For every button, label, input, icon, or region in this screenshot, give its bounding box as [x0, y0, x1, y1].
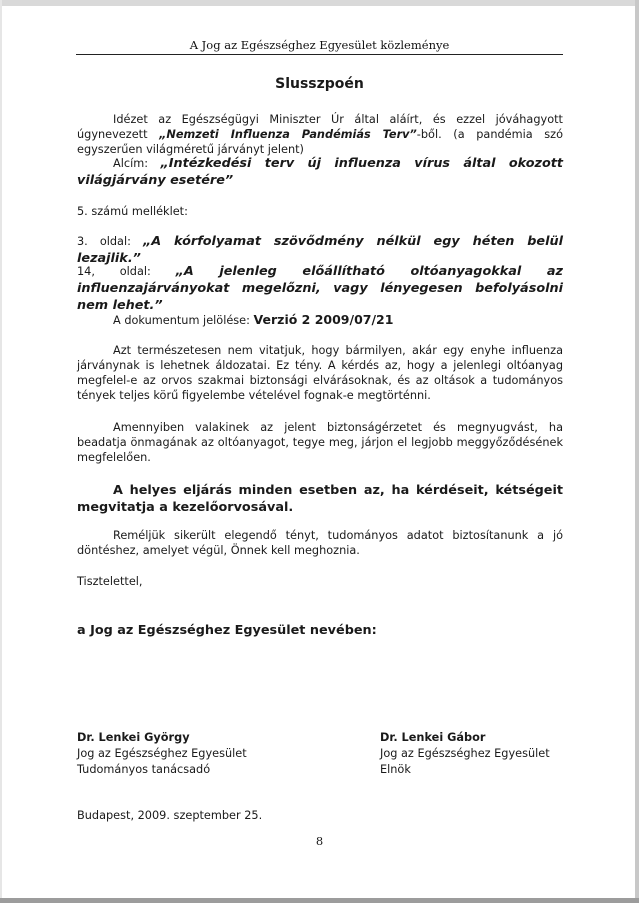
page-bottom-shadow [0, 898, 639, 903]
page-number: 8 [315, 834, 324, 848]
signatory-org: Jog az Egészséghez Egyesület [77, 747, 247, 760]
greeting: Tisztelettel, [77, 575, 143, 588]
page-left-border [0, 0, 2, 903]
page3-paragraph [77, 233, 563, 267]
page-top-border [0, 0, 639, 6]
signatory-role: Tudományos tanácsadó [77, 763, 211, 776]
running-header: A Jog az Egészséghez Egyesület közleménye [189, 38, 450, 52]
page14-paragraph [77, 263, 563, 314]
intro-paragraph [77, 112, 563, 157]
place-date: Budapest, 2009. szeptember 25. [77, 809, 263, 822]
signatory-left [77, 730, 247, 778]
paragraph-4: Reméljük sikerült elegendő tényt, tudományos adatot biztosítanunk a jó döntéshez, amelyet végül, Önnek kell meghoznia. [77, 529, 563, 557]
page3-label: 3. oldal: [77, 235, 143, 248]
subtitle-label: Alcím: [113, 157, 161, 170]
docid-line [77, 312, 563, 328]
document-title: Slusszpoén [275, 76, 364, 92]
subtitle-quote: „Intézkedési terv új influenza vírus által okozott világjárvány esetére” [77, 156, 563, 188]
page14-label: 14, oldal: [77, 265, 176, 278]
paragraph-2: Amennyiben valakinek az jelent biztonságérzetet és megnyugvást, ha beadatja önmagának az oltóanyagot, tegye meg, járjon el legjobb meggyőződésének megfelelően. [77, 421, 563, 464]
docid-label: A dokumentum jelölése: [113, 314, 254, 327]
header-rule [76, 54, 563, 55]
page-right-shadow [635, 0, 639, 903]
plan-title-quote: „Nemzeti Influenza Pandémiás Terv” [159, 128, 417, 141]
signatory-name: Dr. Lenkei György [77, 731, 190, 744]
docid-value: Verzió 2 2009/07/21 [253, 312, 394, 327]
subtitle-paragraph [77, 155, 563, 189]
intro-text-2: -ből. (a pandémia szó egyszerűen világméretű járványt jelent) [77, 128, 563, 156]
paragraph-1: Azt természetesen nem vitatjuk, hogy bármilyen, akár egy enyhe influenza járványnak is lehetnek áldozatai. Ez tény. A kérdés az, hogy a jelenlegi oltóanyag megfelel-e az orvos szakmai biztonsági elvárásoknak, és az oltások a tudományos tények teljes körű figyelembe vételével fognak-e megtörténni. [77, 344, 563, 402]
signatory-right [380, 730, 550, 778]
annex-line: 5. számú melléklet: [77, 205, 188, 218]
intro-text-1: Idézet az Egészségügyi Miniszter Úr által aláírt, és ezzel jóváhagyott úgynevezett [77, 113, 563, 141]
signatory-name: Dr. Lenkei Gábor [380, 731, 486, 744]
page3-quote: „A kórfolyamat szövődmény nélkül egy héten belül lezajlik.” [77, 234, 563, 266]
on-behalf-line: a Jog az Egészséghez Egyesület nevében: [77, 623, 377, 638]
signatory-role: Elnök [380, 763, 411, 776]
signatory-org: Jog az Egészséghez Egyesület [380, 747, 550, 760]
paragraph-3-bold: A helyes eljárás minden esetben az, ha kérdéseit, kétségeit megvitatja a kezelőorvosával. [77, 483, 563, 515]
page14-quote: „A jelenleg előállítható oltóanyagokkal az influenzajárványokat megelőzni, vagy lényegesen befolyásolni nem lehet.” [77, 264, 563, 313]
